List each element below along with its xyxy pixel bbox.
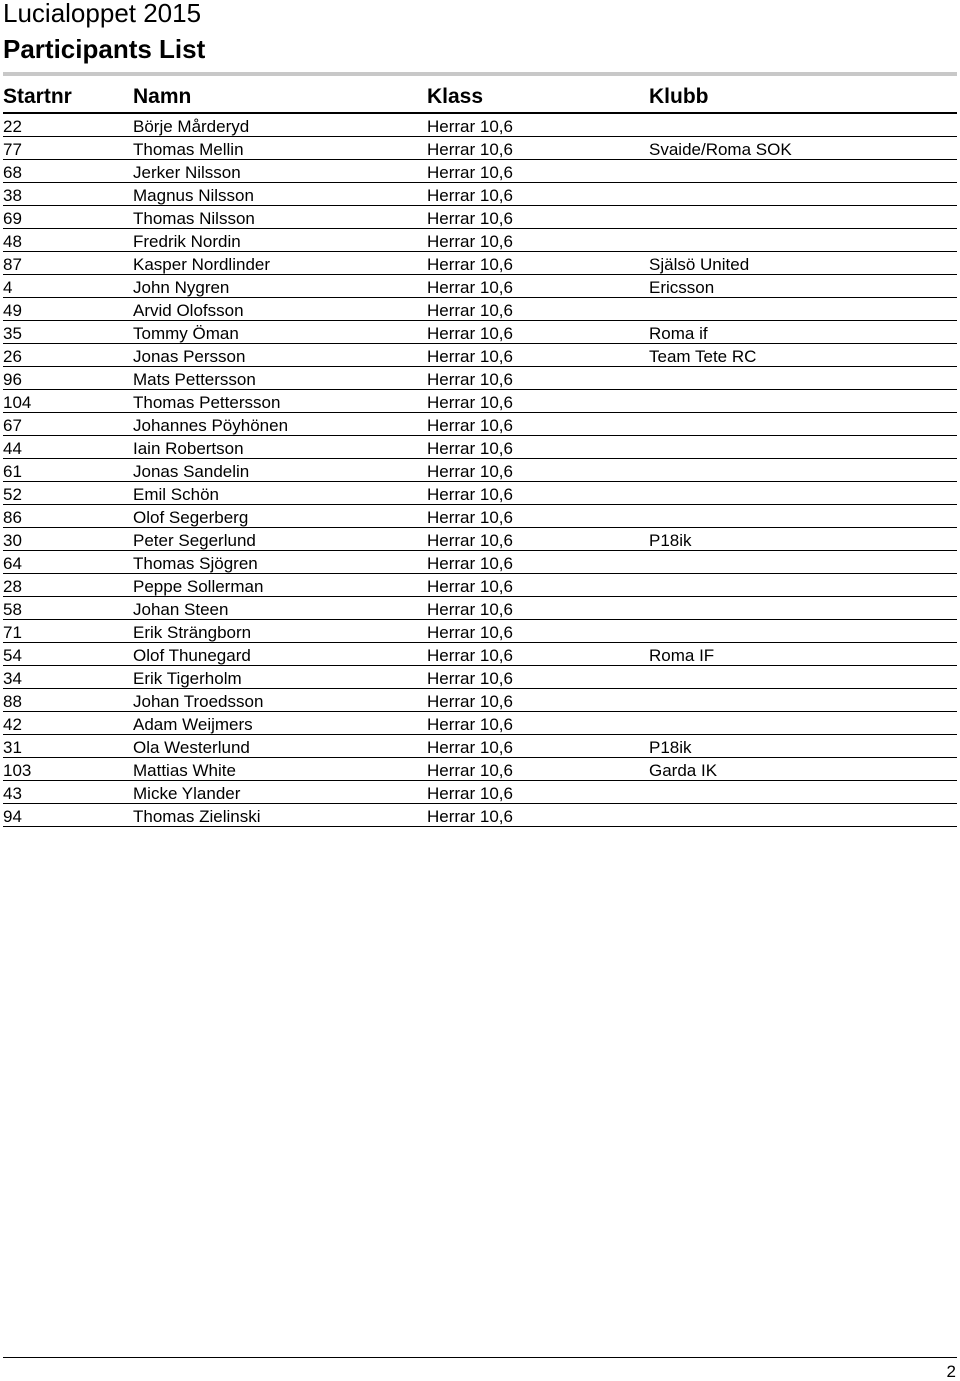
cell-klass: Herrar 10,6 (427, 278, 513, 297)
cell-startnr: 61 (3, 462, 22, 481)
cell-klass: Herrar 10,6 (427, 462, 513, 481)
table-row (3, 298, 957, 321)
cell-startnr: 88 (3, 692, 22, 711)
cell-startnr: 54 (3, 646, 22, 665)
cell-namn: Peter Segerlund (133, 531, 256, 550)
cell-namn: Micke Ylander (133, 784, 241, 803)
cell-klass: Herrar 10,6 (427, 186, 513, 205)
cell-startnr: 94 (3, 807, 22, 826)
table-row (3, 482, 957, 505)
table-row (3, 551, 957, 574)
cell-startnr: 64 (3, 554, 22, 573)
cell-klass: Herrar 10,6 (427, 600, 513, 619)
table-row (3, 229, 957, 252)
cell-klass: Herrar 10,6 (427, 209, 513, 228)
cell-klubb: P18ik (649, 531, 692, 550)
cell-startnr: 38 (3, 186, 22, 205)
table-row (3, 528, 957, 551)
table-row (3, 160, 957, 183)
table-row (3, 436, 957, 459)
cell-namn: Jonas Sandelin (133, 462, 250, 481)
cell-startnr: 28 (3, 577, 22, 596)
cell-klass: Herrar 10,6 (427, 669, 513, 688)
cell-startnr: 30 (3, 531, 22, 550)
cell-klass: Herrar 10,6 (427, 393, 513, 412)
header-startnr: Startnr (3, 85, 72, 108)
cell-klubb: P18ik (649, 738, 692, 757)
cell-klubb: Roma IF (649, 646, 715, 665)
table-row (3, 137, 957, 160)
cell-namn: Olof Segerberg (133, 508, 249, 527)
cell-namn: Thomas Zielinski (133, 807, 261, 826)
table-row (3, 643, 957, 666)
cell-startnr: 4 (3, 278, 13, 297)
cell-namn: Thomas Nilsson (133, 209, 255, 228)
cell-klass: Herrar 10,6 (427, 738, 513, 757)
cell-klass: Herrar 10,6 (427, 439, 513, 458)
cell-startnr: 67 (3, 416, 22, 435)
cell-namn: Erik Strängborn (133, 623, 252, 642)
cell-namn: Magnus Nilsson (133, 186, 254, 205)
table-body (3, 114, 957, 827)
cell-klass: Herrar 10,6 (427, 301, 513, 320)
cell-klass: Herrar 10,6 (427, 117, 513, 136)
cell-startnr: 48 (3, 232, 22, 251)
table-row (3, 413, 957, 436)
cell-namn: Johan Troedsson (133, 692, 264, 711)
table-header (3, 80, 957, 114)
header-klubb: Klubb (649, 85, 709, 108)
cell-klass: Herrar 10,6 (427, 416, 513, 435)
table-row (3, 459, 957, 482)
cell-namn: Tommy Öman (133, 324, 239, 343)
cell-klass: Herrar 10,6 (427, 784, 513, 803)
cell-namn: Erik Tigerholm (133, 669, 242, 688)
cell-klass: Herrar 10,6 (427, 508, 513, 527)
table-row (3, 804, 957, 827)
list-title: Participants List (3, 34, 206, 64)
table-row (3, 206, 957, 229)
participants-table (3, 80, 957, 827)
cell-klass: Herrar 10,6 (427, 347, 513, 366)
cell-klass: Herrar 10,6 (427, 232, 513, 251)
footer-divider (3, 1357, 957, 1358)
cell-startnr: 68 (3, 163, 22, 182)
cell-startnr: 26 (3, 347, 22, 366)
cell-klass: Herrar 10,6 (427, 163, 513, 182)
cell-namn: Kasper Nordlinder (133, 255, 271, 274)
table-row (3, 574, 957, 597)
cell-klass: Herrar 10,6 (427, 554, 513, 573)
cell-klass: Herrar 10,6 (427, 485, 513, 504)
table-row (3, 505, 957, 528)
cell-klubb: Team Tete RC (649, 347, 757, 366)
table-row (3, 275, 957, 298)
table-row (3, 735, 957, 758)
cell-namn: Olof Thunegard (133, 646, 251, 665)
table-row (3, 689, 957, 712)
cell-klass: Herrar 10,6 (427, 646, 513, 665)
cell-klass: Herrar 10,6 (427, 692, 513, 711)
cell-namn: John Nygren (133, 278, 230, 297)
cell-namn: Börje Mårderyd (133, 117, 250, 136)
cell-klass: Herrar 10,6 (427, 324, 513, 343)
cell-startnr: 35 (3, 324, 22, 343)
cell-namn: Ola Westerlund (133, 738, 250, 757)
cell-namn: Emil Schön (133, 485, 219, 504)
cell-klass: Herrar 10,6 (427, 761, 513, 780)
cell-namn: Thomas Pettersson (133, 393, 281, 412)
cell-klubb: Garda IK (649, 761, 718, 780)
cell-startnr: 104 (3, 393, 32, 412)
table-row (3, 712, 957, 735)
cell-klass: Herrar 10,6 (427, 715, 513, 734)
cell-startnr: 58 (3, 600, 22, 619)
table-row (3, 597, 957, 620)
cell-klubb: Ericsson (649, 278, 715, 297)
page-number: 2 (946, 1362, 956, 1381)
cell-startnr: 87 (3, 255, 22, 274)
cell-startnr: 71 (3, 623, 22, 642)
cell-startnr: 96 (3, 370, 22, 389)
cell-namn: Johan Steen (133, 600, 229, 619)
cell-namn: Johannes Pöyhönen (133, 416, 289, 435)
table-row (3, 390, 957, 413)
cell-klass: Herrar 10,6 (427, 623, 513, 642)
cell-startnr: 52 (3, 485, 22, 504)
header-klass: Klass (427, 85, 484, 108)
cell-startnr: 43 (3, 784, 22, 803)
cell-namn: Peppe Sollerman (133, 577, 264, 596)
cell-klass: Herrar 10,6 (427, 577, 513, 596)
cell-startnr: 22 (3, 117, 22, 136)
table-row (3, 183, 957, 206)
cell-namn: Thomas Sjögren (133, 554, 258, 573)
cell-startnr: 34 (3, 669, 22, 688)
cell-namn: Mattias White (133, 761, 236, 780)
cell-startnr: 77 (3, 140, 22, 159)
cell-klass: Herrar 10,6 (427, 531, 513, 550)
cell-namn: Jonas Persson (133, 347, 246, 366)
table-row (3, 114, 957, 137)
cell-startnr: 44 (3, 439, 22, 458)
cell-klass: Herrar 10,6 (427, 807, 513, 826)
cell-namn: Fredrik Nordin (133, 232, 241, 251)
cell-klubb: Själsö United (649, 255, 750, 274)
cell-startnr: 69 (3, 209, 22, 228)
cell-namn: Thomas Mellin (133, 140, 244, 159)
cell-klass: Herrar 10,6 (427, 140, 513, 159)
table-row (3, 666, 957, 689)
table-row (3, 758, 957, 781)
event-title: Lucialoppet 2015 (3, 0, 202, 28)
cell-klubb: Roma if (649, 324, 708, 343)
cell-klubb: Svaide/Roma SOK (649, 140, 792, 159)
table-row (3, 367, 957, 390)
cell-startnr: 42 (3, 715, 22, 734)
table-row (3, 620, 957, 643)
cell-namn: Jerker Nilsson (133, 163, 241, 182)
cell-namn: Mats Pettersson (133, 370, 256, 389)
header-namn: Namn (133, 85, 192, 108)
table-row (3, 252, 957, 275)
cell-namn: Iain Robertson (133, 439, 244, 458)
table-row (3, 321, 957, 344)
cell-namn: Arvid Olofsson (133, 301, 244, 320)
cell-klass: Herrar 10,6 (427, 255, 513, 274)
table-row (3, 344, 957, 367)
title-divider (3, 72, 957, 76)
cell-startnr: 49 (3, 301, 22, 320)
cell-klass: Herrar 10,6 (427, 370, 513, 389)
table-row (3, 781, 957, 804)
cell-startnr: 86 (3, 508, 22, 527)
cell-startnr: 103 (3, 761, 32, 780)
cell-namn: Adam Weijmers (133, 715, 253, 734)
cell-startnr: 31 (3, 738, 22, 757)
